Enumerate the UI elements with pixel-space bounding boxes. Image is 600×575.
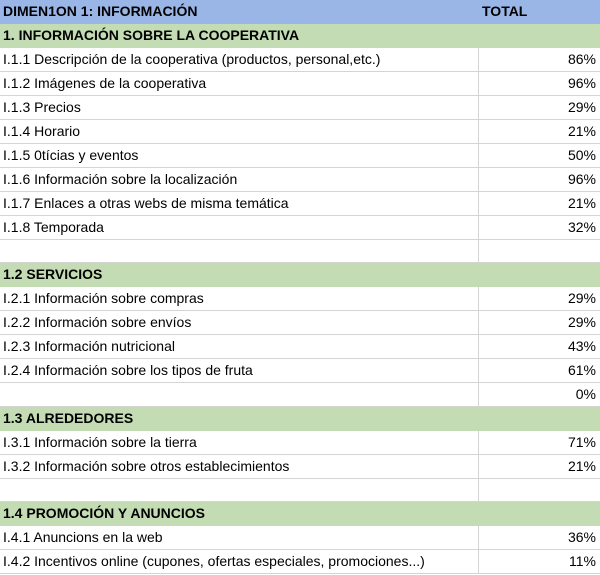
section-title[interactable]: 1.2 SERVICIOS [0,263,478,287]
item-label-cell[interactable]: I.1.5 0tícias y eventos [0,144,478,168]
item-total-cell[interactable]: 36% [478,526,600,550]
item-total-cell[interactable]: 96% [478,72,600,96]
table-row [0,455,600,479]
item-label-cell[interactable]: I.3.1 Información sobre la tierra [0,431,478,455]
table-row [0,168,600,192]
item-total-cell[interactable]: 32% [478,216,600,240]
dimension-title[interactable]: DIMEN1ON 1: INFORMACIÓN [0,0,478,24]
table-row [0,96,600,120]
section-header-row [0,407,600,431]
section-header-row [0,502,600,526]
section-title[interactable]: 1. INFORMACIÓN SOBRE LA COOPERATIVA [0,24,478,48]
item-total-cell[interactable]: 86% [478,48,600,72]
item-label-cell[interactable]: I.1.2 Imágenes de la cooperativa [0,72,478,96]
table-row [0,287,600,311]
item-label-cell[interactable]: I.4.2 Incentivos online (cupones, ofertas especiales, promociones...) [0,550,478,574]
item-label-cell[interactable]: I.2.2 Información sobre envíos [0,311,478,335]
item-total-cell[interactable]: 29% [478,311,600,335]
blank-row [0,479,600,502]
section-total-cell[interactable] [478,502,600,526]
item-total-cell[interactable]: 21% [478,120,600,144]
item-total-cell[interactable]: 21% [478,192,600,216]
item-label-cell[interactable] [0,479,478,502]
item-label-cell[interactable]: I.4.1 Anuncions en la web [0,526,478,550]
item-label-cell[interactable]: I.2.4 Información sobre los tipos de fruta [0,359,478,383]
section-title[interactable]: 1.4 PROMOCIÓN Y ANUNCIOS [0,502,478,526]
item-total-cell[interactable]: 50% [478,144,600,168]
section-total-cell[interactable] [478,263,600,287]
table-row [0,72,600,96]
item-label-cell[interactable]: I.2.3 Información nutricional [0,335,478,359]
item-total-cell[interactable]: 0% [478,383,600,407]
item-label-cell[interactable] [0,240,478,263]
section-total-cell[interactable] [478,407,600,431]
item-total-cell[interactable]: 29% [478,96,600,120]
table-row [0,526,600,550]
table-row [0,359,600,383]
item-total-cell[interactable]: 29% [478,287,600,311]
item-label-cell[interactable]: I.1.3 Precios [0,96,478,120]
section-header-row [0,263,600,287]
item-total-cell[interactable]: 43% [478,335,600,359]
table-row [0,120,600,144]
total-column-header[interactable]: TOTAL [478,0,600,24]
section-total-cell[interactable] [478,24,600,48]
table-row [0,216,600,240]
item-total-cell[interactable]: 71% [478,431,600,455]
item-label-cell[interactable]: I.1.6 Información sobre la localización [0,168,478,192]
blank-row [0,240,600,263]
table-row [0,144,600,168]
section-title[interactable]: 1.3 ALREDEDORES [0,407,478,431]
table-row [0,192,600,216]
header-row [0,0,600,24]
item-total-cell[interactable] [478,479,600,502]
item-total-cell[interactable] [478,240,600,263]
item-label-cell[interactable]: I.1.8 Temporada [0,216,478,240]
item-label-cell[interactable]: I.2.1 Información sobre compras [0,287,478,311]
item-total-cell[interactable]: 21% [478,455,600,479]
table-row [0,383,600,407]
item-label-cell[interactable]: I.1.1 Descripción de la cooperativa (productos, personal,etc.) [0,48,478,72]
item-total-cell[interactable]: 61% [478,359,600,383]
item-label-cell[interactable]: I.1.7 Enlaces a otras webs de misma temática [0,192,478,216]
table-row [0,550,600,574]
item-total-cell[interactable]: 11% [478,550,600,574]
table-row [0,431,600,455]
table-row [0,335,600,359]
item-label-cell[interactable] [0,383,478,407]
table-row [0,48,600,72]
table-row [0,311,600,335]
item-label-cell[interactable]: I.1.4 Horario [0,120,478,144]
section-header-row [0,24,600,48]
item-total-cell[interactable]: 96% [478,168,600,192]
item-label-cell[interactable]: I.3.2 Información sobre otros establecimientos [0,455,478,479]
